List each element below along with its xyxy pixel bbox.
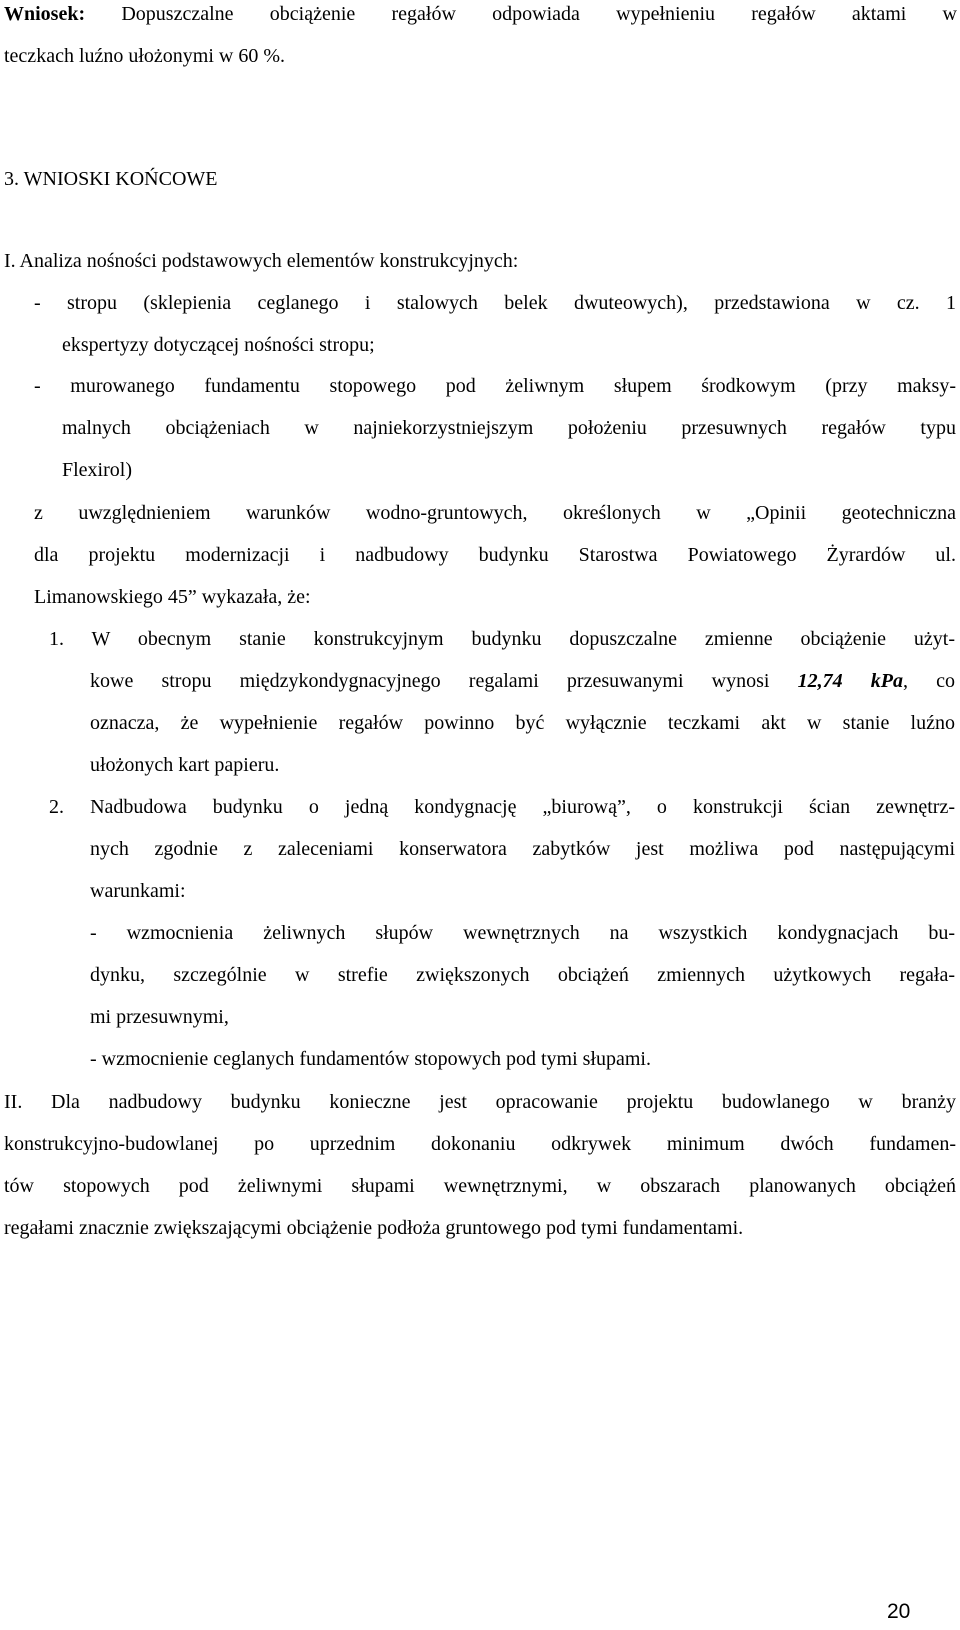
item2-sub1-line3: mi przesuwnymi, — [90, 1006, 229, 1028]
part2-line3: tów stopowych pod żeliwnymi słupami wewnętrznymi, w obszarach planowanych obciążeń — [4, 1175, 956, 1197]
item1-load-value: 12,74 kPa — [797, 670, 903, 692]
item1-line2-tail: , co — [902, 670, 955, 692]
item2-sub2: - wzmocnienie ceglanych fundamentów stopowych pod tymi słupami. — [90, 1048, 651, 1070]
part2-line4: regałami znacznie zwiększającymi obciążenie podłoża gruntowego pod tymi fundamentami. — [4, 1217, 744, 1239]
part1-bullet2-line3: Flexirol) — [62, 459, 132, 481]
item2-sub1-line2: dynku, szczególnie w strefie zwiększonych obciążeń zmiennych użytkowych regała- — [90, 964, 955, 986]
item2-sub1-line1: - wzmocnienia żeliwnych słupów wewnętrznych na wszystkich kondygnacjach bu- — [90, 922, 955, 944]
item2-line3: warunkami: — [90, 880, 186, 902]
item1-line1: 1. W obecnym stanie konstrukcyjnym budynku dopuszczalne zmienne obciążenie użyt- — [49, 628, 955, 650]
item1-line2-text: kowe stropu międzykondygnacyjnego regalami przesuwanymi wynosi — [90, 670, 798, 692]
part1-intro: I. Analiza nośności podstawowych elementów konstrukcyjnych: — [4, 250, 519, 272]
item2-line2: nych zgodnie z zaleceniami konserwatora zabytków jest możliwa pod następującymi — [90, 838, 955, 860]
part1-bullet1-line1: - stropu (sklepienia ceglanego i stalowych belek dwuteowych), przedstawiona w cz. 1 — [34, 292, 956, 314]
part1-cont-line3: Limanowskiego 45” wykazała, że: — [34, 586, 311, 608]
item1-line2 — [90, 669, 955, 693]
page-number: 20 — [887, 1600, 911, 1623]
conclusion-line-2: teczkach luźno ułożonymi w 60 %. — [4, 45, 286, 67]
conclusion-text: Dopuszczalne obciążenie regałów odpowiada wypełnieniu regałów aktami w — [85, 3, 957, 25]
part2-line2: konstrukcyjno-budowlanej po uprzednim dokonaniu odkrywek minimum dwóch fundamen- — [4, 1133, 956, 1155]
conclusion-label: Wniosek: — [4, 3, 86, 25]
section-heading: 3. WNIOSKI KOŃCOWE — [4, 168, 218, 190]
part1-bullet2-line2: malnych obciążeniach w najniekorzystniejszym położeniu przesuwnych regałów typu — [62, 417, 956, 439]
part1-cont-line1: z uwzględnieniem warunków wodno-gruntowych, określonych w „Opinii geotechniczna — [34, 502, 956, 524]
part1-bullet2-line1: - murowanego fundamentu stopowego pod żeliwnym słupem środkowym (przy maksy- — [34, 375, 956, 397]
item1-line4: ułożonych kart papieru. — [90, 754, 280, 776]
item1-line3: oznacza, że wypełnienie regałów powinno być wyłącznie teczkami akt w stanie luźno — [90, 712, 955, 734]
part1-cont-line2: dla projektu modernizacji i nadbudowy budynku Starostwa Powiatowego Żyrardów ul. — [34, 544, 956, 566]
part2-line1: II. Dla nadbudowy budynku konieczne jest opracowanie projektu budowlanego w branży — [4, 1091, 956, 1113]
conclusion-line-1 — [4, 2, 957, 26]
part1-bullet1-line2: ekspertyzy dotyczącej nośności stropu; — [62, 334, 375, 356]
item2-line1: 2. Nadbudowa budynku o jedną kondygnację „biurową”, o konstrukcji ścian zewnętrz- — [49, 796, 955, 818]
